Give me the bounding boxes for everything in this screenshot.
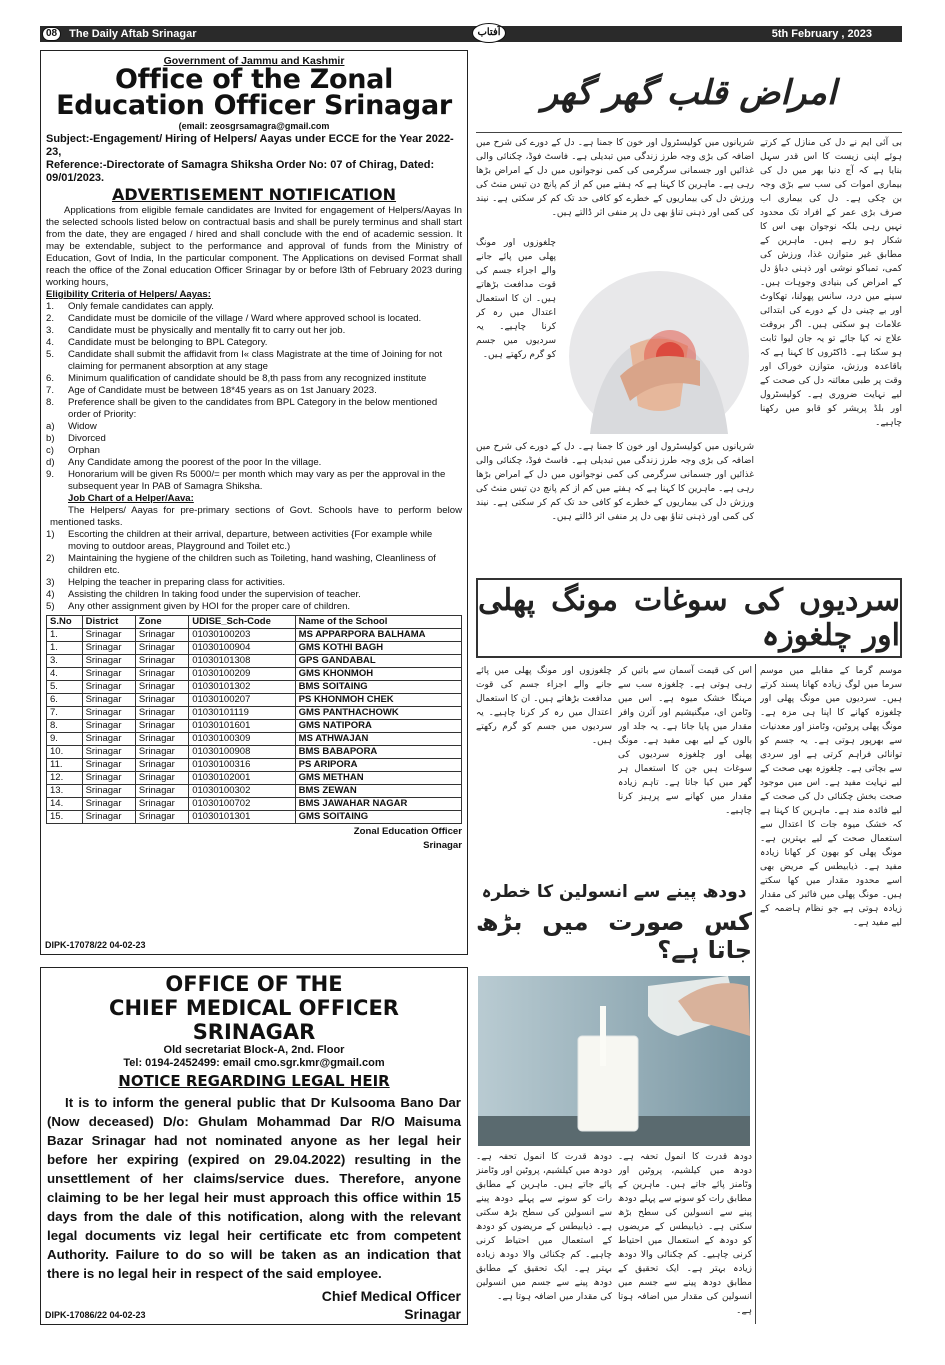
table-cell: 01030100702 [189, 798, 295, 811]
newspaper-name: The Daily Aftab Srinagar [69, 28, 197, 40]
table-cell: 15. [47, 811, 83, 824]
duties-item [46, 529, 462, 553]
table-cell: 3. [47, 655, 83, 668]
table-row [47, 759, 462, 772]
eligibility-list [46, 301, 462, 493]
table-cell: Srinagar [135, 759, 188, 772]
milk-glass-photo [478, 976, 750, 1146]
table-row [47, 798, 462, 811]
table-cell: Srinagar [135, 668, 188, 681]
job-chart-heading: Job Chart of a Helper/Aava: [68, 493, 194, 504]
heart-disease-headline-text: امراض قلب گھر گھر [541, 73, 837, 113]
table-cell: GPS GANDABAL [295, 655, 461, 668]
signatory-place: Srinagar [423, 840, 462, 851]
criteria-number: 8. [46, 397, 55, 408]
criteria-number: b) [46, 433, 55, 444]
duties-number: 1) [46, 529, 55, 540]
table-cell: Srinagar [82, 746, 135, 759]
table-cell: 5. [47, 681, 83, 694]
table-cell: 10. [47, 746, 83, 759]
duties-text: Assisting the children In taking food under the supervision of teacher. [68, 589, 361, 600]
heart-pain-photo [560, 236, 758, 434]
duties-number: 2) [46, 553, 55, 564]
duties-number: 5) [46, 601, 55, 612]
criteria-text: Minimum qualification of candidate should be 8,th pass from any recognized institute [68, 373, 427, 384]
heart-article-col2: شریانوں میں کولیسٹرول اور خون کا جمنا ہے۔ دل کے دورے کی شرح میں اضافہ کی بڑی وجہ طرز زندگی میں تبدیلی ہے۔ فاسٹ فوڈ، چکنائی والی غذائیں اور جسمانی سرگرمی کی کمی نوجوانوں میں دل کے امراض بڑھا رہی ہے۔ ماہرین کا کہنا ہے کہ ہفتے میں کم از کم پانچ دن تیس منٹ کی ورزش دل کی بیماریوں کے خطرے کو کافی حد تک کم کر سکتی ہے۔ نیند کی کمی اور ذہنی تناؤ بھی دل پر منفی اثر ڈالتے ہیں۔ [476, 138, 754, 218]
cmo-address: Old secretariat Block-A, 2nd. Floor [163, 1044, 345, 1056]
criteria-item [46, 445, 462, 457]
zonal-education-advertisement [40, 50, 468, 955]
table-cell: BMS BABAPORA [295, 746, 461, 759]
criteria-item [46, 313, 462, 325]
table-header-row [47, 616, 462, 629]
table-cell: GMS SOITAING [295, 811, 461, 824]
office-email: (email: zeosgrsamagra@gmail.com [178, 121, 330, 131]
criteria-text: Divorced [68, 433, 106, 444]
table-cell: Srinagar [135, 655, 188, 668]
table-cell: 01030100908 [189, 746, 295, 759]
table-cell: Srinagar [82, 629, 135, 642]
table-row [47, 642, 462, 655]
table-cell: Srinagar [135, 746, 188, 759]
criteria-number: 4. [46, 337, 55, 348]
criteria-number: 9. [46, 469, 55, 480]
table-cell: Srinagar [82, 681, 135, 694]
criteria-number: d) [46, 457, 55, 468]
table-cell: Srinagar [82, 668, 135, 681]
table-row [47, 785, 462, 798]
cmo-title-line2: CHIEF MEDICAL OFFICER SRINAGAR [109, 996, 399, 1044]
table-header-cell: S.No [47, 616, 83, 629]
criteria-item [46, 385, 462, 397]
table-cell: Srinagar [82, 733, 135, 746]
table-cell: Srinagar [82, 655, 135, 668]
table-cell: 01030100904 [189, 642, 295, 655]
duties-item [46, 589, 462, 601]
table-cell: 01030100209 [189, 668, 295, 681]
issue-date: 5th February , 2023 [771, 28, 872, 40]
criteria-item [46, 457, 462, 469]
table-cell: Srinagar [135, 772, 188, 785]
table-cell: PS KHONMOH CHEK [295, 694, 461, 707]
table-cell: GMS METHAN [295, 772, 461, 785]
job-chart-intro: The Helpers/ Aayas for pre-primary sections of Govt. Schools have to perform below mentioned tasks. [50, 505, 462, 528]
intro-paragraph: Applications from eligible female candidates are Invited for engagement of Helpers/Aayas In the selected schools listed below on contractual basis and shall be purely terminus and shall start from the date, they are engaged / hired and shall conclude with the end of academic session. It may be extendable, subject to the performance and approval of funds from the Ministry of Education, Govt of India, In the particular component. The Applications on devised Format shall reach the office of the Zonal education Officer Srinagar by or before l3th of February 2023 during working hours, [46, 205, 462, 288]
cmo-legal-heir-notice [40, 967, 468, 1325]
table-cell: Srinagar [135, 733, 188, 746]
criteria-number: 5. [46, 349, 55, 360]
table-cell: 01030101119 [189, 707, 295, 720]
criteria-item [46, 397, 462, 421]
table-cell: 12. [47, 772, 83, 785]
criteria-number: 7. [46, 385, 55, 396]
table-cell: Srinagar [82, 694, 135, 707]
cmo-contact: Tel: 0194-2452499: email cmo.sgr.kmr@gmail.com [123, 1057, 385, 1069]
table-cell: 6. [47, 694, 83, 707]
table-cell: 11. [47, 759, 83, 772]
table-cell: Srinagar [135, 642, 188, 655]
table-cell: Srinagar [135, 720, 188, 733]
cmo-signatory-title: Chief Medical Officer [321, 1288, 461, 1304]
table-cell: 01030101308 [189, 655, 295, 668]
table-cell: GMS KOTHI BAGH [295, 642, 461, 655]
table-row [47, 655, 462, 668]
table-cell: PS ARIPORA [295, 759, 461, 772]
criteria-item [46, 301, 462, 313]
reference-line: Reference:-Directorate of Samagra Shiksha Order No: 07 of Chirag, Dated: 09/01/2023. [46, 159, 435, 184]
table-header-cell: District [82, 616, 135, 629]
criteria-number: 2. [46, 313, 55, 324]
criteria-item [46, 337, 462, 349]
criteria-text: Preference shall be given to the candidates from BPL Category in the below mentioned order of Priority: [68, 397, 438, 420]
criteria-text: Only female candidates can apply. [68, 301, 214, 312]
criteria-item [46, 433, 462, 445]
criteria-item [46, 469, 462, 493]
cmo-title-line1: OFFICE OF THE [165, 972, 343, 996]
eligibility-heading: Eligibility Criteria of Helpers/ Aayas: [46, 289, 211, 300]
table-cell: 01030101302 [189, 681, 295, 694]
table-row [47, 811, 462, 824]
criteria-text: Honorarium will be given Rs 5000/= per month which may vary as per the approval in the subsequent year In PAB of Samagra Shiksha. [68, 469, 446, 492]
table-cell: 9. [47, 733, 83, 746]
dipk-number: DIPK-17078/22 04-02-23 [45, 940, 146, 950]
table-cell: Srinagar [82, 642, 135, 655]
table-cell: 01030100316 [189, 759, 295, 772]
milk-headline-line2: کس صورت میں بڑھ جاتا ہے؟ [476, 907, 752, 964]
criteria-number: 6. [46, 373, 55, 384]
table-row [47, 746, 462, 759]
table-cell: BMS ZEWAN [295, 785, 461, 798]
table-cell: 8. [47, 720, 83, 733]
criteria-number: 3. [46, 325, 55, 336]
table-cell: Srinagar [135, 785, 188, 798]
duties-text: Any other assignment given by HOI for the proper care of children. [68, 601, 351, 612]
subject-line: Subject:-Engagement/ Hiring of Helpers/ Aayas under ECCE for the Year 2022-23, [46, 133, 454, 158]
table-cell: 01030102001 [189, 772, 295, 785]
milk-insulin-headline [476, 872, 752, 972]
criteria-item [46, 325, 462, 337]
criteria-text: Any Candidate among the poorest of the poor In the village. [68, 457, 322, 468]
heart-article-col1: بی آئی ایم نے دل کی منازل کے کرتے ہوئے اپنی زیست کا اس قدر سہل بنایا ہے کہ آج دنیا بھر میں دل کی بیماری اموات کی سب سے بڑی وجہ بن چکی ہے۔ دل کی بیماری اب صرف بڑی عمر کے افراد تک محدود نہیں رہی بلکہ نوجوان بھی اس کا شکار ہو رہے ہیں۔ ماہرین کے مطابق غیر متوازن غذا، ورزش کی کمی، تمباکو نوشی اور ذہنی دباؤ دل کے امراض کی بنیادی وجوہات ہیں۔ سینے میں درد، سانس پھولنا، تھکاوٹ اور بے چینی دل کے دورے کی ابتدائی علامات ہو سکتی ہیں۔ اگر بروقت علاج نہ کیا جائے تو یہ جان لیوا ثابت ہو سکتا ہے۔ ڈاکٹروں کا کہنا ہے کہ باقاعدہ ورزش، متوازن خوراک اور وقت پر طبی معائنہ دل کی صحت کے لیے نہایت ضروری ہے۔ کولیسٹرول اور بلڈ پریشر کو قابو میں رکھنا چاہیے۔ [760, 138, 902, 428]
newspaper-logo: آفتاب [472, 23, 506, 43]
table-cell: BMS JAWAHAR NAGAR [295, 798, 461, 811]
groundnut-col3: چلغوزوں اور مونگ پھلی میں پائے جانے والے اجزاء جسم کی قوت مدافعت بڑھاتے ہیں۔ ان کا استعمال اعتدال میں رہ کر کرنا چاہیے۔ یہ سردیوں میں جسم کو گرم رکھتے ہیں۔ [476, 666, 612, 746]
table-cell: 01030100203 [189, 629, 295, 642]
table-header-cell: Zone [135, 616, 188, 629]
table-header-cell: UDISE_Sch-Code [189, 616, 295, 629]
table-body [47, 629, 462, 824]
heart-disease-headline [476, 58, 902, 128]
criteria-item [46, 421, 462, 433]
milk-col1: دودھ قدرت کا انمول تحفہ ہے۔ دودھ میں کیلشیم، پروٹین اور وٹامنز پائے جاتے ہیں۔ ماہرین کے مطابق رات کو سونے سے پہلے دودھ پینے سے انسولین کی سطح بڑھ سکتی ہے۔ ذیابیطس کے مریضوں کو دودھ کے استعمال میں احتیاط کرنی چاہیے۔ کم چکنائی والا دودھ زیادہ بہتر ہے۔ ایک تحقیق کے مطابق دودھ پینے سے جسم میں انسولین کی مقدار میں اضافہ ہوتا ہے۔ [618, 1152, 752, 1316]
page-header-bar [40, 26, 902, 42]
table-cell: Srinagar [135, 681, 188, 694]
criteria-number: c) [46, 445, 54, 456]
groundnut-col1: موسم گرما کے مقابلے میں موسم سرما میں لوگ زیادہ کھانا پسند کرتے ہیں۔ سردیوں میں مونگ پھلی اور چلغوزہ کھانے کا اپنا ہی مزہ ہے۔ مونگ پھلی پروٹین، وٹامنز اور معدنیات سے بھرپور ہوتی ہے۔ یہ جسم کو توانائی فراہم کرتی ہے اور سردی سے بچاتی ہے۔ چلغوزہ بھی صحت کے لیے نہایت مفید ہے۔ اس میں موجود صحت بخش چکنائی دل کی صحت کے لیے فائدہ مند ہے۔ ماہرین کا کہنا ہے کہ خشک میوہ جات کا اعتدال سے استعمال صحت کے لیے بہترین ہے۔ مونگ پھلی کو بھون کر کھانا زیادہ مفید ہے۔ ذیابیطس کے مریض بھی اسے محدود مقدار میں کھا سکتے ہیں۔ مونگ پھلی میں فائبر کی مقدار زیادہ ہوتی ہے جو نظام ہاضمہ کے لیے مفید ہے۔ [760, 666, 902, 928]
table-row [47, 772, 462, 785]
table-cell: Srinagar [82, 759, 135, 772]
groundnut-headline-text: سردیوں کی سوغات مونگ پھلی اور چلغوزہ [478, 583, 900, 653]
cmo-signatory-place: Srinagar [404, 1306, 461, 1322]
table-cell: MS APPARPORA BALHAMA [295, 629, 461, 642]
table-cell: 4. [47, 668, 83, 681]
table-cell: Srinagar [82, 811, 135, 824]
heart-article-col4: شریانوں میں کولیسٹرول اور خون کا جمنا ہے۔ دل کے دورے کی شرح میں اضافہ کی بڑی وجہ طرز زندگی میں تبدیلی ہے۔ فاسٹ فوڈ، چکنائی والی غذائیں اور جسمانی سرگرمی کی کمی نوجوانوں میں دل کے امراض بڑھا رہی ہے۔ ماہرین کا کہنا ہے کہ ہفتے میں کم از کم پانچ دن تیس منٹ کی ورزش دل کی بیماریوں کے خطرے کو کافی حد تک کم کر سکتی ہے۔ نیند کی کمی اور ذہنی تناؤ بھی دل پر منفی اثر ڈالتے ہیں۔ [476, 442, 754, 522]
table-cell: Srinagar [82, 798, 135, 811]
table-cell: 01030101301 [189, 811, 295, 824]
criteria-item [46, 349, 462, 373]
table-row [47, 733, 462, 746]
criteria-number: a) [46, 421, 55, 432]
milk-col2: دودھ قدرت کا انمول تحفہ ہے۔ دودھ میں کیلشیم، پروٹین اور وٹامنز پائے جاتے ہیں۔ ماہرین کے مطابق رات کو سونے سے پہلے دودھ پینے سے انسولین کی سطح بڑھ سکتی ہے۔ ذیابیطس کے مریضوں کو دودھ کے استعمال میں احتیاط کرنی چاہیے۔ کم چکنائی والا دودھ زیادہ بہتر ہے۔ ایک تحقیق کے مطابق دودھ پینے سے جسم میں انسولین کی مقدار میں اضافہ ہوتا ہے۔ [476, 1152, 612, 1302]
table-cell: Srinagar [135, 694, 188, 707]
duties-text: Escorting the children at their arrival, departure, between activities {For example while moving to outdoor areas, Playground and Toilet etc.) [68, 529, 433, 552]
office-title-line1: Office of the Zonal [114, 64, 394, 95]
table-row [47, 707, 462, 720]
table-cell: 1. [47, 642, 83, 655]
signatory-title: Zonal Education Officer [353, 826, 462, 837]
page-number: 08 [42, 27, 61, 41]
criteria-text: Widow [68, 421, 97, 432]
table-cell: 01030100309 [189, 733, 295, 746]
table-row [47, 629, 462, 642]
government-line: Government of Jammu and Kashmir [163, 55, 345, 67]
office-title-line2: Education Officer Srinagar [56, 90, 452, 121]
table-cell: 01030101601 [189, 720, 295, 733]
table-cell: 14. [47, 798, 83, 811]
table-cell: GMS PANTHACHOWK [295, 707, 461, 720]
table-cell: Srinagar [135, 707, 188, 720]
milk-headline-line1: دودھ پینے سے انسولین کا خطرہ [481, 881, 747, 902]
table-row [47, 720, 462, 733]
notice-heading: NOTICE REGARDING LEGAL HEIR [118, 1072, 390, 1090]
table-cell: 1. [47, 629, 83, 642]
advertisement-heading: ADVERTISEMENT NOTIFICATION [111, 185, 397, 204]
table-cell: Srinagar [135, 798, 188, 811]
duties-item [46, 577, 462, 589]
table-cell: GMS NATIPORA [295, 720, 461, 733]
notice-body: It is to inform the general public that Dr Kulsooma Bano Dar (Now deceased) D/o: Ghulam Mohammad Dar R/O Maisuma Bazar Srinagar had not nominated anyone as her legal heir before her expiring (expired on 29.04.2022) resulting in the unsettlement of her claims/service dues. Therefore, anyone claiming to be her legal heir must approach this office within 15 days from the dale of this notification, along with the relevant legal documents viz legal heir certificate etc from competent Authority. Failure to do so will be taken as an indication that there is no legal heir in respect of the said employee. [47, 1095, 461, 1281]
criteria-text: Candidate must be belonging to BPL Category. [68, 337, 268, 348]
duties-item [46, 601, 462, 613]
criteria-text: Orphan [68, 445, 100, 456]
column-divider [755, 664, 756, 1324]
table-row [47, 694, 462, 707]
table-cell: Srinagar [82, 772, 135, 785]
duties-item [46, 553, 462, 577]
criteria-number: 1. [46, 301, 55, 312]
criteria-text: Candidate shall submit the affidavit from I« class Magistrate at the time of Joining for not claiming for permanent absorption at any stage [68, 349, 443, 372]
criteria-text: Candidate must be domicile of the village / Ward where approved school is located. [68, 313, 422, 324]
table-row [47, 668, 462, 681]
table-header-cell: Name of the School [295, 616, 461, 629]
duties-number: 4) [46, 589, 55, 600]
criteria-text: Age of Candidate must be between 18*45 years as on 1st January 2023. [68, 385, 377, 396]
duties-number: 3) [46, 577, 55, 588]
table-cell: 01030100207 [189, 694, 295, 707]
schools-table [46, 615, 462, 824]
table-cell: 7. [47, 707, 83, 720]
criteria-text: Candidate must be physically and mentally fit to carry out her job. [68, 325, 346, 336]
table-cell: 01030100302 [189, 785, 295, 798]
table-row [47, 681, 462, 694]
cmo-dipk-number: DIPK-17086/22 04-02-23 [45, 1310, 146, 1320]
divider [476, 132, 902, 133]
table-cell: Srinagar [135, 811, 188, 824]
groundnut-headline [476, 578, 902, 658]
duties-text: Helping the teacher in preparing class for activities. [68, 577, 286, 588]
heart-article-col3: چلغوزوں اور مونگ پھلی میں پائے جانے والے اجزاء جسم کی قوت مدافعت بڑھاتے ہیں۔ ان کا استعمال اعتدال میں رہ کر کرنا چاہیے۔ یہ سردیوں میں جسم کو گرم رکھتے ہیں۔ [476, 238, 556, 360]
table-cell: GMS KHONMOH [295, 668, 461, 681]
table-cell: Srinagar [82, 720, 135, 733]
criteria-item [46, 373, 462, 385]
table-cell: BMS SOITAING [295, 681, 461, 694]
duties-list [46, 529, 462, 613]
table-cell: Srinagar [82, 785, 135, 798]
table-cell: 13. [47, 785, 83, 798]
table-cell: Srinagar [135, 629, 188, 642]
groundnut-col2: اس کی قیمت آسمان سے باتیں کر رہی ہوتی ہے۔ چلغوزہ سب سے مہنگا خشک میوہ ہے۔ اس میں وٹامن ای، میگنیشیم اور آئرن وافر مقدار میں پایا جاتا ہے۔ یہ جلد اور بالوں کے لیے بھی مفید ہے۔ مونگ پھلی اور چلغوزہ سردیوں کی سوغات ہیں جن کا استعمال ہر گھر میں کیا جاتا ہے۔ تاہم زیادہ مقدار میں کھانے سے پرہیز کرنا چاہیے۔ [618, 666, 752, 816]
table-cell: Srinagar [82, 707, 135, 720]
duties-text: Maintaining the hygiene of the children such as Toileting, hand washing, Cleanliness of children etc. [68, 553, 436, 576]
table-cell: MS ATHWAJAN [295, 733, 461, 746]
